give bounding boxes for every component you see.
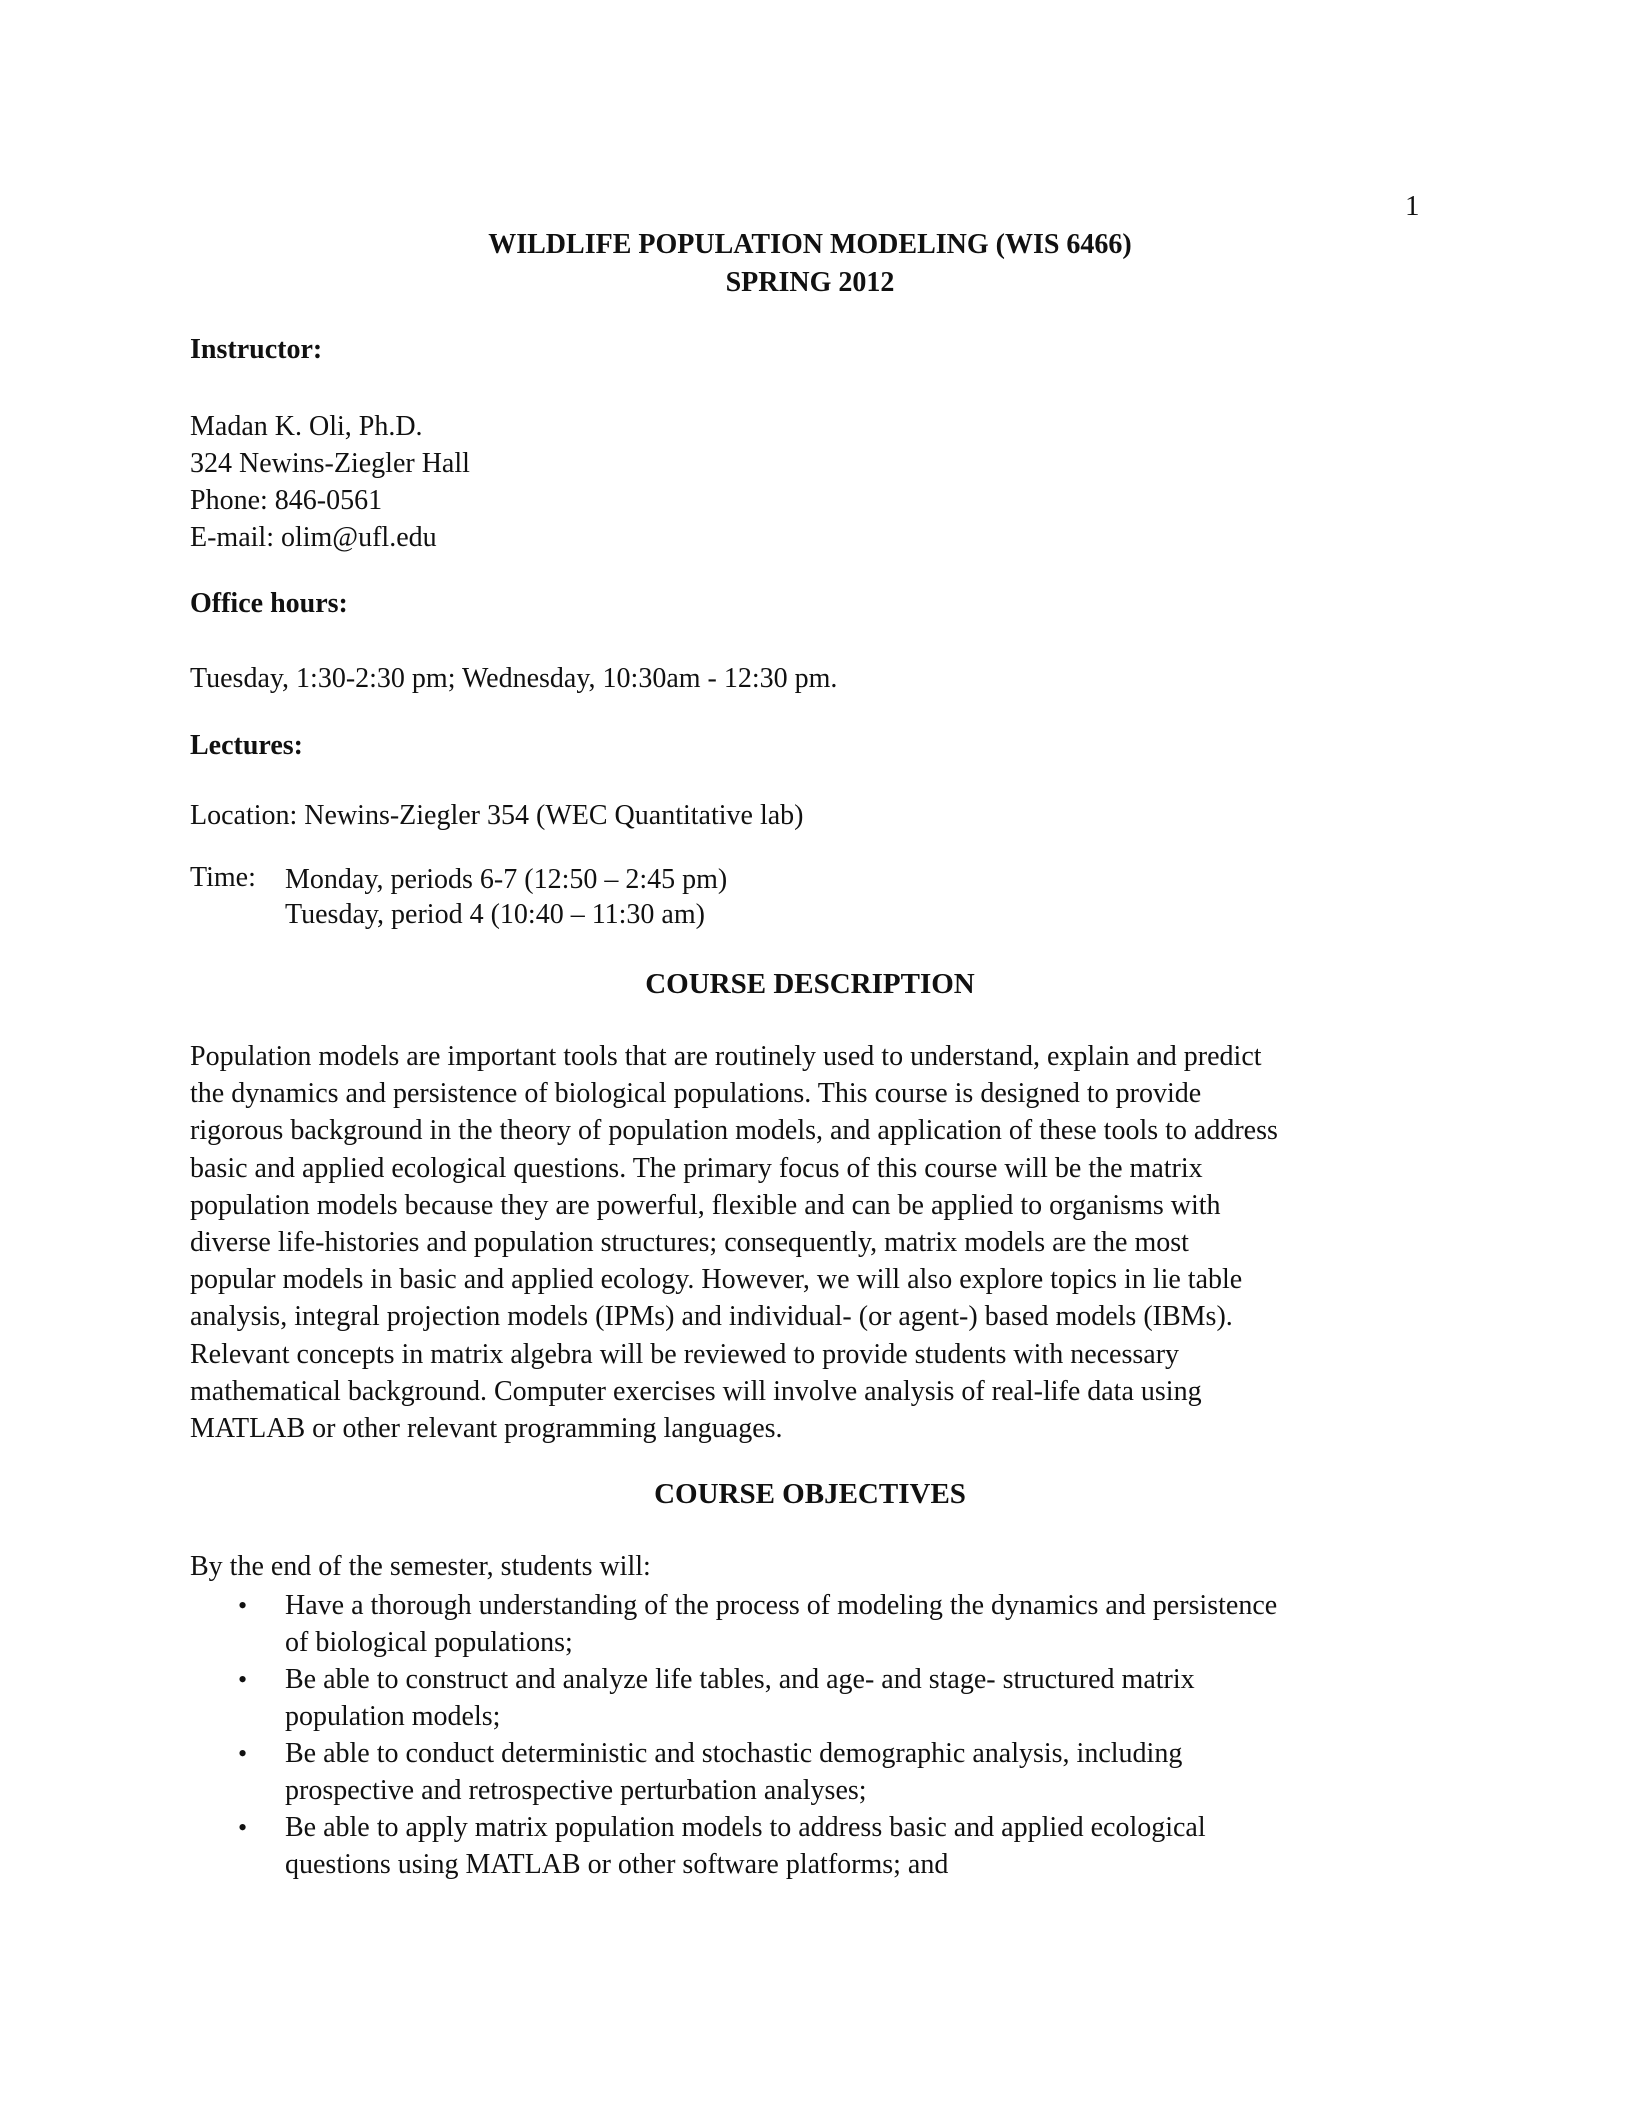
list-item [190, 1661, 1430, 1735]
paragraph-line: population models because they are powerful, flexible and can be applied to organisms with [190, 1189, 1221, 1221]
office-hours-heading: Office hours: [190, 588, 348, 619]
list-item-line: Be able to apply matrix population models to address basic and applied ecological [285, 1812, 1206, 1843]
bullet-icon: • [238, 1739, 248, 1768]
page-number: 1 [1405, 190, 1420, 222]
list-item-line: prospective and retrospective perturbation analyses; [285, 1775, 867, 1806]
list-item-line: Be able to construct and analyze life tables, and age- and stage- structured matrix [285, 1664, 1195, 1695]
list-item-line: population models; [285, 1701, 501, 1732]
list-item-line: questions using MATLAB or other software platforms; and [285, 1849, 949, 1880]
list-item [190, 1587, 1430, 1661]
lectures-time-label: Time: [190, 862, 256, 893]
instructor-email: E-mail: olim@ufl.edu [190, 522, 437, 553]
paragraph-line: rigorous background in the theory of population models, and application of these tools to address [190, 1115, 1278, 1147]
lectures-time-monday: Monday, periods 6-7 (12:50 – 2:45 pm) [285, 864, 728, 895]
document-title [190, 226, 1430, 302]
title-line-course: WILDLIFE POPULATION MODELING (WIS 6466) [488, 229, 1132, 260]
paragraph-line: analysis, integral projection models (IPMs) and individual- (or agent-) based models (IBMs). [190, 1301, 1233, 1333]
instructor-office: 324 Newins-Ziegler Hall [190, 448, 470, 479]
bullet-icon: • [238, 1665, 248, 1694]
paragraph-line: diverse life-histories and population structures; consequently, matrix models are the most [190, 1227, 1189, 1259]
list-item [190, 1809, 1430, 1883]
list-item [190, 1735, 1430, 1809]
office-hours-text: Tuesday, 1:30-2:30 pm; Wednesday, 10:30am - 12:30 pm. [190, 663, 838, 694]
paragraph-line: popular models in basic and applied ecology. However, we will also explore topics in lie table [190, 1264, 1243, 1296]
paragraph-line: MATLAB or other relevant programming languages. [190, 1413, 783, 1445]
lectures-time-lines [285, 862, 727, 932]
paragraph-line: the dynamics and persistence of biological populations. This course is designed to provide [190, 1078, 1202, 1110]
course-objectives-list [190, 1587, 1430, 1883]
instructor-heading: Instructor: [190, 334, 323, 365]
instructor-phone: Phone: 846-0561 [190, 485, 383, 516]
course-description-paragraph [190, 1038, 1430, 1447]
course-objectives-intro: By the end of the semester, students will: [190, 1551, 651, 1582]
list-item-line: Have a thorough understanding of the process of modeling the dynamics and persistence [285, 1590, 1278, 1621]
course-objectives-heading: COURSE OBJECTIVES [654, 1478, 966, 1510]
instructor-name: Madan K. Oli, Ph.D. [190, 411, 423, 442]
list-item-line: Be able to conduct deterministic and stochastic demographic analysis, including [285, 1738, 1183, 1769]
paragraph-line: mathematical background. Computer exercises will involve analysis of real-life data using [190, 1375, 1202, 1407]
lectures-heading: Lectures: [190, 730, 303, 761]
title-line-term: SPRING 2012 [725, 267, 895, 298]
bullet-icon: • [238, 1591, 248, 1620]
paragraph-line: Population models are important tools that are routinely used to understand, explain and predict [190, 1041, 1262, 1072]
list-item-line: of biological populations; [285, 1627, 573, 1658]
paragraph-line: basic and applied ecological questions. The primary focus of this course will be the matrix [190, 1152, 1203, 1184]
instructor-details [190, 408, 470, 556]
lectures-time-tuesday: Tuesday, period 4 (10:40 – 11:30 am) [285, 899, 705, 930]
course-description-heading: COURSE DESCRIPTION [645, 968, 975, 1000]
bullet-icon: • [238, 1813, 248, 1842]
paragraph-line: Relevant concepts in matrix algebra will be reviewed to provide students with necessary [190, 1338, 1180, 1370]
lectures-location: Location: Newins-Ziegler 354 (WEC Quantitative lab) [190, 800, 804, 831]
